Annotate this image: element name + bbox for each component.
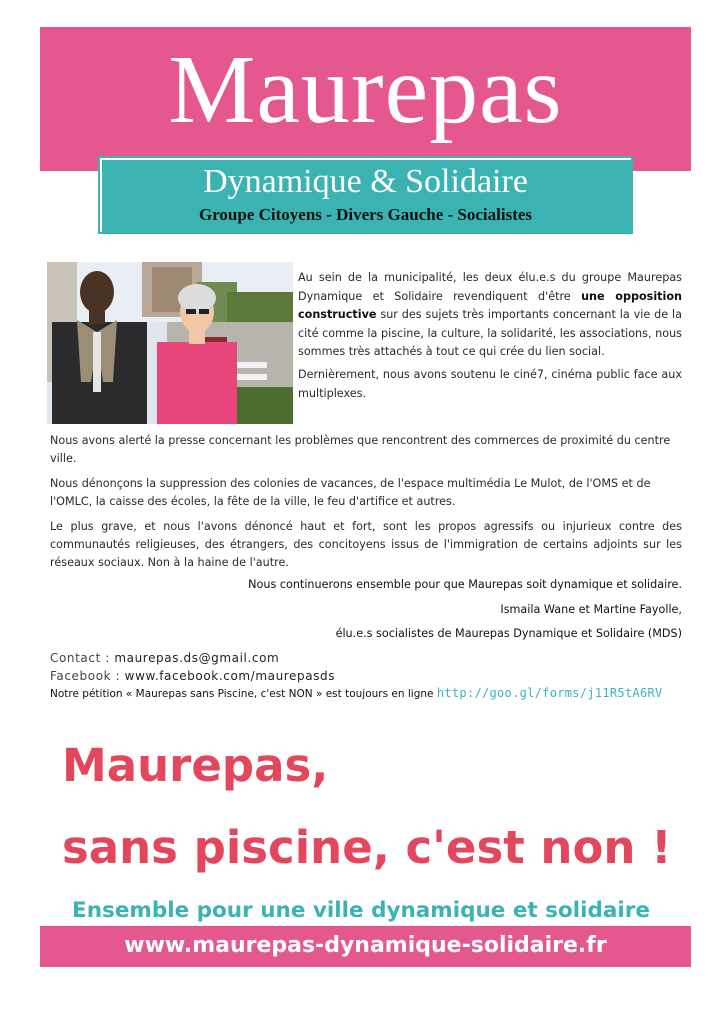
body-paragraph-2: Nous dénonçons la suppression des colonies de vacances, de l'espace multimédia Le Mulot, de l'OMS et de l'OMLC, la caisse des écoles, la fête de la ville, le feu d'artifice et autres. bbox=[50, 476, 651, 509]
contact-label: Contact : bbox=[50, 651, 115, 665]
body-paragraph-3: Le plus grave, et nous l'avons dénoncé haut et fort, sont les propos agressifs ou injurieux contre des communautés religieuses, des étrangers, des concitoyens issus de l'immigration de certains adjoints sur les réseaux sociaux. Non à la haine de l'autre. bbox=[50, 519, 682, 570]
contact-email-link[interactable]: maurepas.ds@gmail.com bbox=[114, 651, 280, 665]
body-paragraph-1: Nous avons alerté la presse concernant les problèmes que rencontrent des commerces de proximité du centre ville. bbox=[50, 434, 671, 466]
website-link[interactable]: www.maurepas-dynamique-solidaire.fr bbox=[124, 933, 607, 958]
subtitle: Dynamique & Solidaire bbox=[203, 163, 528, 200]
tagline: Groupe Citoyens - Divers Gauche - Socialistes bbox=[198, 205, 533, 224]
body-text bbox=[50, 432, 682, 579]
intro-paragraph-1 bbox=[298, 269, 682, 362]
signatories: Ismaila Wane et Martine Fayolle, bbox=[500, 603, 682, 616]
closing-line: Nous continuerons ensemble pour que Maurepas soit dynamique et solidaire. bbox=[248, 578, 682, 591]
contact-email-line bbox=[50, 650, 279, 666]
slogan-line-2: sans piscine, c'est non ! bbox=[62, 821, 672, 874]
intro-paragraph-2: Dernièrement, nous avons soutenu le ciné7, cinéma public face aux multiplexes. bbox=[298, 367, 682, 400]
teal-slogan: Ensemble pour une ville dynamique et solidaire bbox=[72, 898, 650, 923]
contact-facebook-line bbox=[50, 668, 335, 684]
intro-p1-emphasis: une opposition constructive bbox=[298, 289, 682, 322]
intro-p1-before: Au sein de la municipalité, les deux élu.e.s du groupe Maurepas Dynamique et Solidaire revendiquent d'être bbox=[298, 271, 682, 303]
facebook-link[interactable]: www.facebook.com/maurepasds bbox=[124, 669, 336, 683]
slogan-line-1: Maurepas, bbox=[62, 739, 329, 792]
petition-text: Notre pétition « Maurepas sans Piscine, c'est NON » est toujours en ligne bbox=[50, 688, 437, 700]
petition-link[interactable]: http://goo.gl/forms/j11R5tA6RV bbox=[436, 686, 663, 700]
page-title: Maurepas bbox=[168, 36, 563, 144]
intro-p1-after: sur des sujets très importants concernant la vie de la cité comme la piscine, la culture, la solidarité, les associations, nous sommes très attachés à tout ce qui crée du lien social. bbox=[298, 308, 682, 359]
facebook-label: Facebook : bbox=[50, 669, 125, 683]
header-banner bbox=[40, 27, 691, 171]
petition-line bbox=[50, 686, 663, 701]
intro-text bbox=[298, 269, 682, 407]
elected-officials-photo bbox=[47, 262, 293, 424]
signatories-title: élu.e.s socialistes de Maurepas Dynamique et Solidaire (MDS) bbox=[335, 627, 682, 640]
